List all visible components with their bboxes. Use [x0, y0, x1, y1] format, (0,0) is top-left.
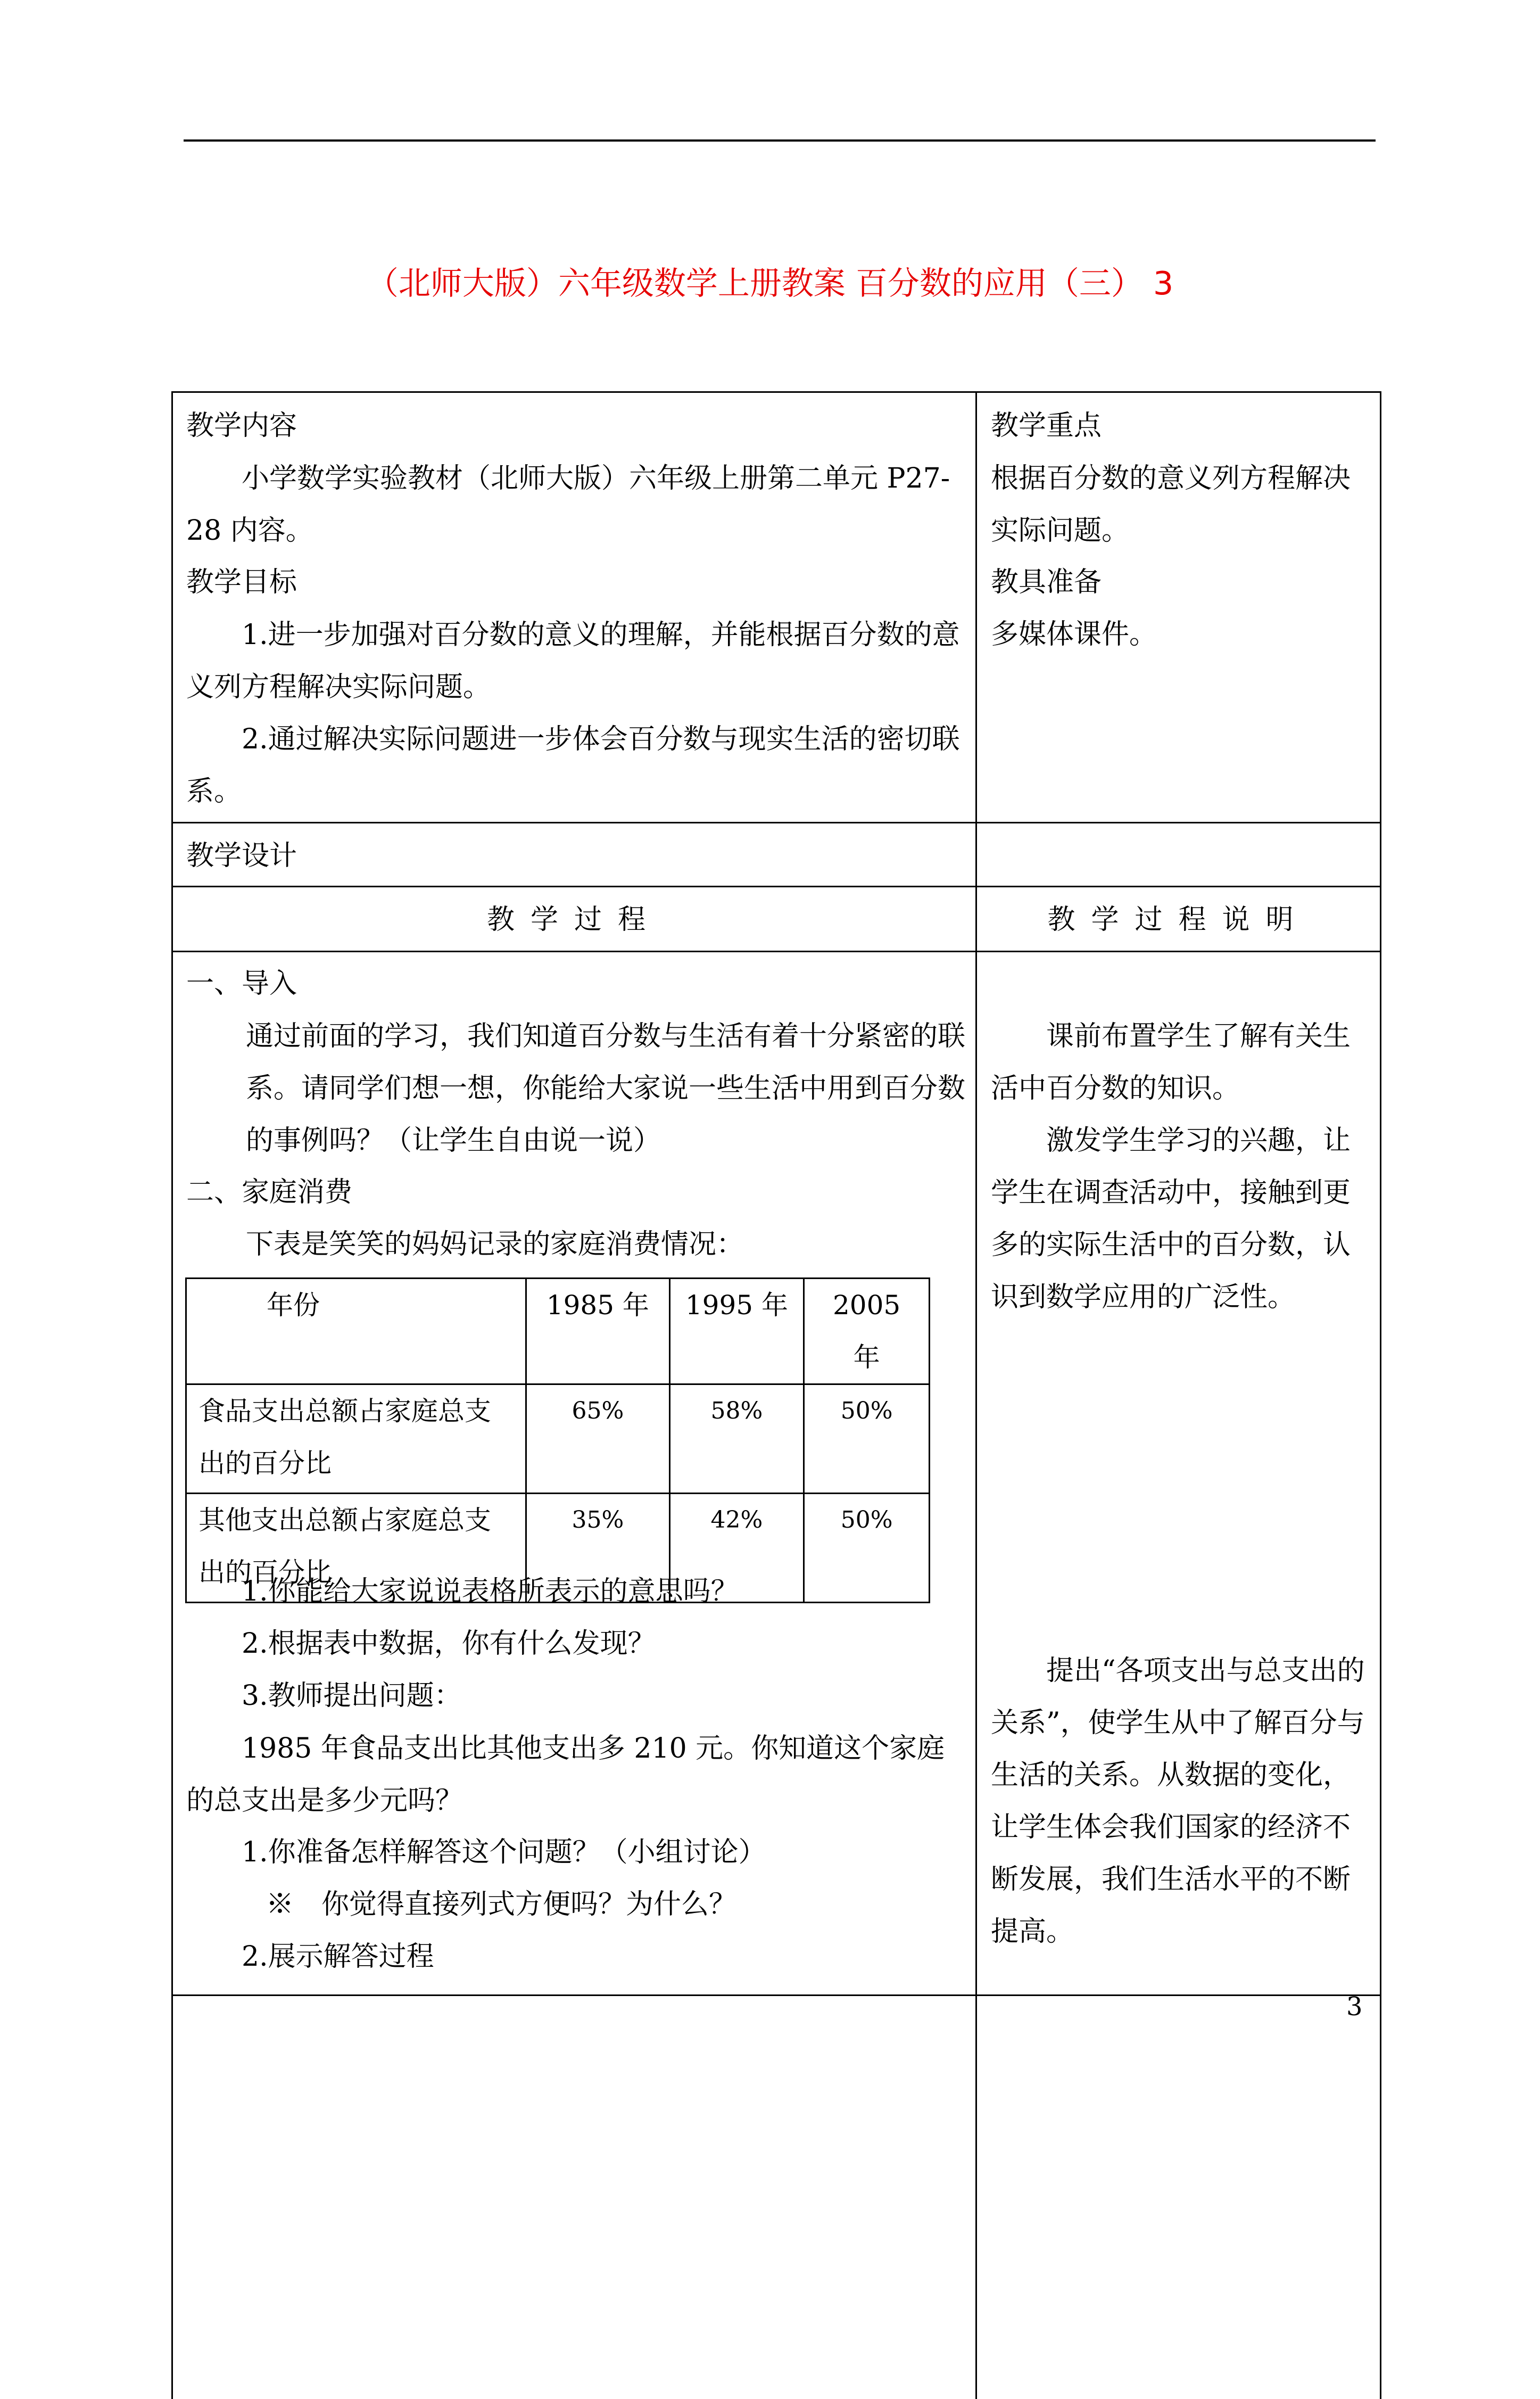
question-1: 1.你能给大家说说表格所表示的意思吗？: [242, 1576, 739, 1607]
table-header-cell: 1985 年: [526, 1279, 670, 1384]
table-border-bottom: [171, 1994, 1381, 1996]
section-intro-text: 通过前面的学习，我们知道百分数与生活有着十分紧密的联系。请同学们想一想，你能给大家说一些生活中用到百分数的事例吗？（让学生自由说一说）: [246, 1020, 966, 1157]
teaching-content-heading: 教学内容: [186, 410, 297, 442]
table-row-label: 其他支出总额占家庭总支出的百分比: [186, 1494, 526, 1603]
header-rule: [184, 139, 1376, 142]
process-column-header: 教学过程: [486, 904, 661, 936]
consumption-table: [185, 1277, 930, 1603]
table-header-cell: 年份: [186, 1279, 526, 1384]
page-title: （北师大版）六年级数学上册教案 百分数的应用（三） 3: [366, 265, 1174, 302]
table-border-top: [171, 391, 1381, 393]
table-cell: 58%: [669, 1384, 804, 1494]
table-cell: 42%: [669, 1494, 804, 1603]
table-cell: 65%: [526, 1384, 670, 1494]
table-cell: 50%: [804, 1494, 930, 1603]
teaching-content-text: 小学数学实验教材（北师大版）六年级上册第二单元 P27-28 内容。: [186, 463, 950, 547]
table-column-divider: [975, 391, 977, 2399]
problem-statement: 1985 年食品支出比其他支出多 210 元。你知道这个家庭的总支出是多少元吗？: [186, 1733, 945, 1817]
question-3: 3.教师提出问题：: [242, 1680, 462, 1712]
consumption-intro: 下表是笑笑的妈妈记录的家庭消费情况：: [246, 1229, 744, 1260]
question-2: 2.根据表中数据，你有什么发现？: [242, 1628, 656, 1660]
teaching-tools-heading: 教具准备: [991, 566, 1102, 598]
teaching-focus-heading: 教学重点: [991, 410, 1102, 442]
discussion-note: ※ 你觉得直接列式方便吗？为什么？: [266, 1889, 737, 1920]
row-divider-3: [171, 951, 1381, 952]
teaching-goal-heading: 教学目标: [186, 566, 297, 598]
note-1: 课前布置学生了解有关生活中百分数的知识。: [991, 1020, 1351, 1104]
teaching-goal-2: 2.通过解决实际问题进一步体会百分数与现实生活的密切联系。: [186, 723, 960, 807]
page-number: 3: [1346, 1992, 1363, 2022]
teaching-goal-1: 1.进一步加强对百分数的意义的理解，并能根据百分数的意义列方程解决实际问题。: [186, 619, 960, 703]
row-divider-2: [171, 886, 1381, 887]
table-header-cell: 2005 年: [804, 1279, 930, 1384]
row-divider-1: [171, 822, 1381, 823]
table-border-right: [1380, 391, 1381, 2399]
table-row: [186, 1384, 930, 1494]
table-border-left: [171, 391, 173, 2399]
table-row: [186, 1279, 930, 1384]
answer-step-1: 1.你准备怎样解答这个问题？（小组讨论）: [242, 1836, 766, 1868]
table-row-label: 食品支出总额占家庭总支出的百分比: [186, 1384, 526, 1494]
teaching-focus-text: 根据百分数的意义列方程解决实际问题。: [991, 463, 1351, 547]
explanation-column-header: 教学过程说明: [1047, 904, 1310, 936]
teaching-tools-text: 多媒体课件。: [991, 619, 1157, 650]
answer-step-2: 2.展示解答过程: [242, 1941, 434, 1973]
note-2: 激发学生学习的兴趣，让学生在调查活动中，接触到更多的实际生活中的百分数，认识到数学应用的广泛性。: [991, 1125, 1351, 1313]
note-3: 提出“各项支出与总支出的关系”，使学生从中了解百分与生活的关系。从数据的变化，让学生体会我们国家的经济不断发展，我们生活水平的不断提高。: [991, 1655, 1365, 1948]
section-intro-heading: 一、导入: [186, 968, 297, 1000]
table-cell: 35%: [526, 1494, 670, 1603]
section-consumption-heading: 二、家庭消费: [186, 1176, 353, 1208]
teaching-design-label: 教学设计: [186, 840, 297, 872]
table-cell: 50%: [804, 1384, 930, 1494]
table-header-cell: 1995 年: [669, 1279, 804, 1384]
